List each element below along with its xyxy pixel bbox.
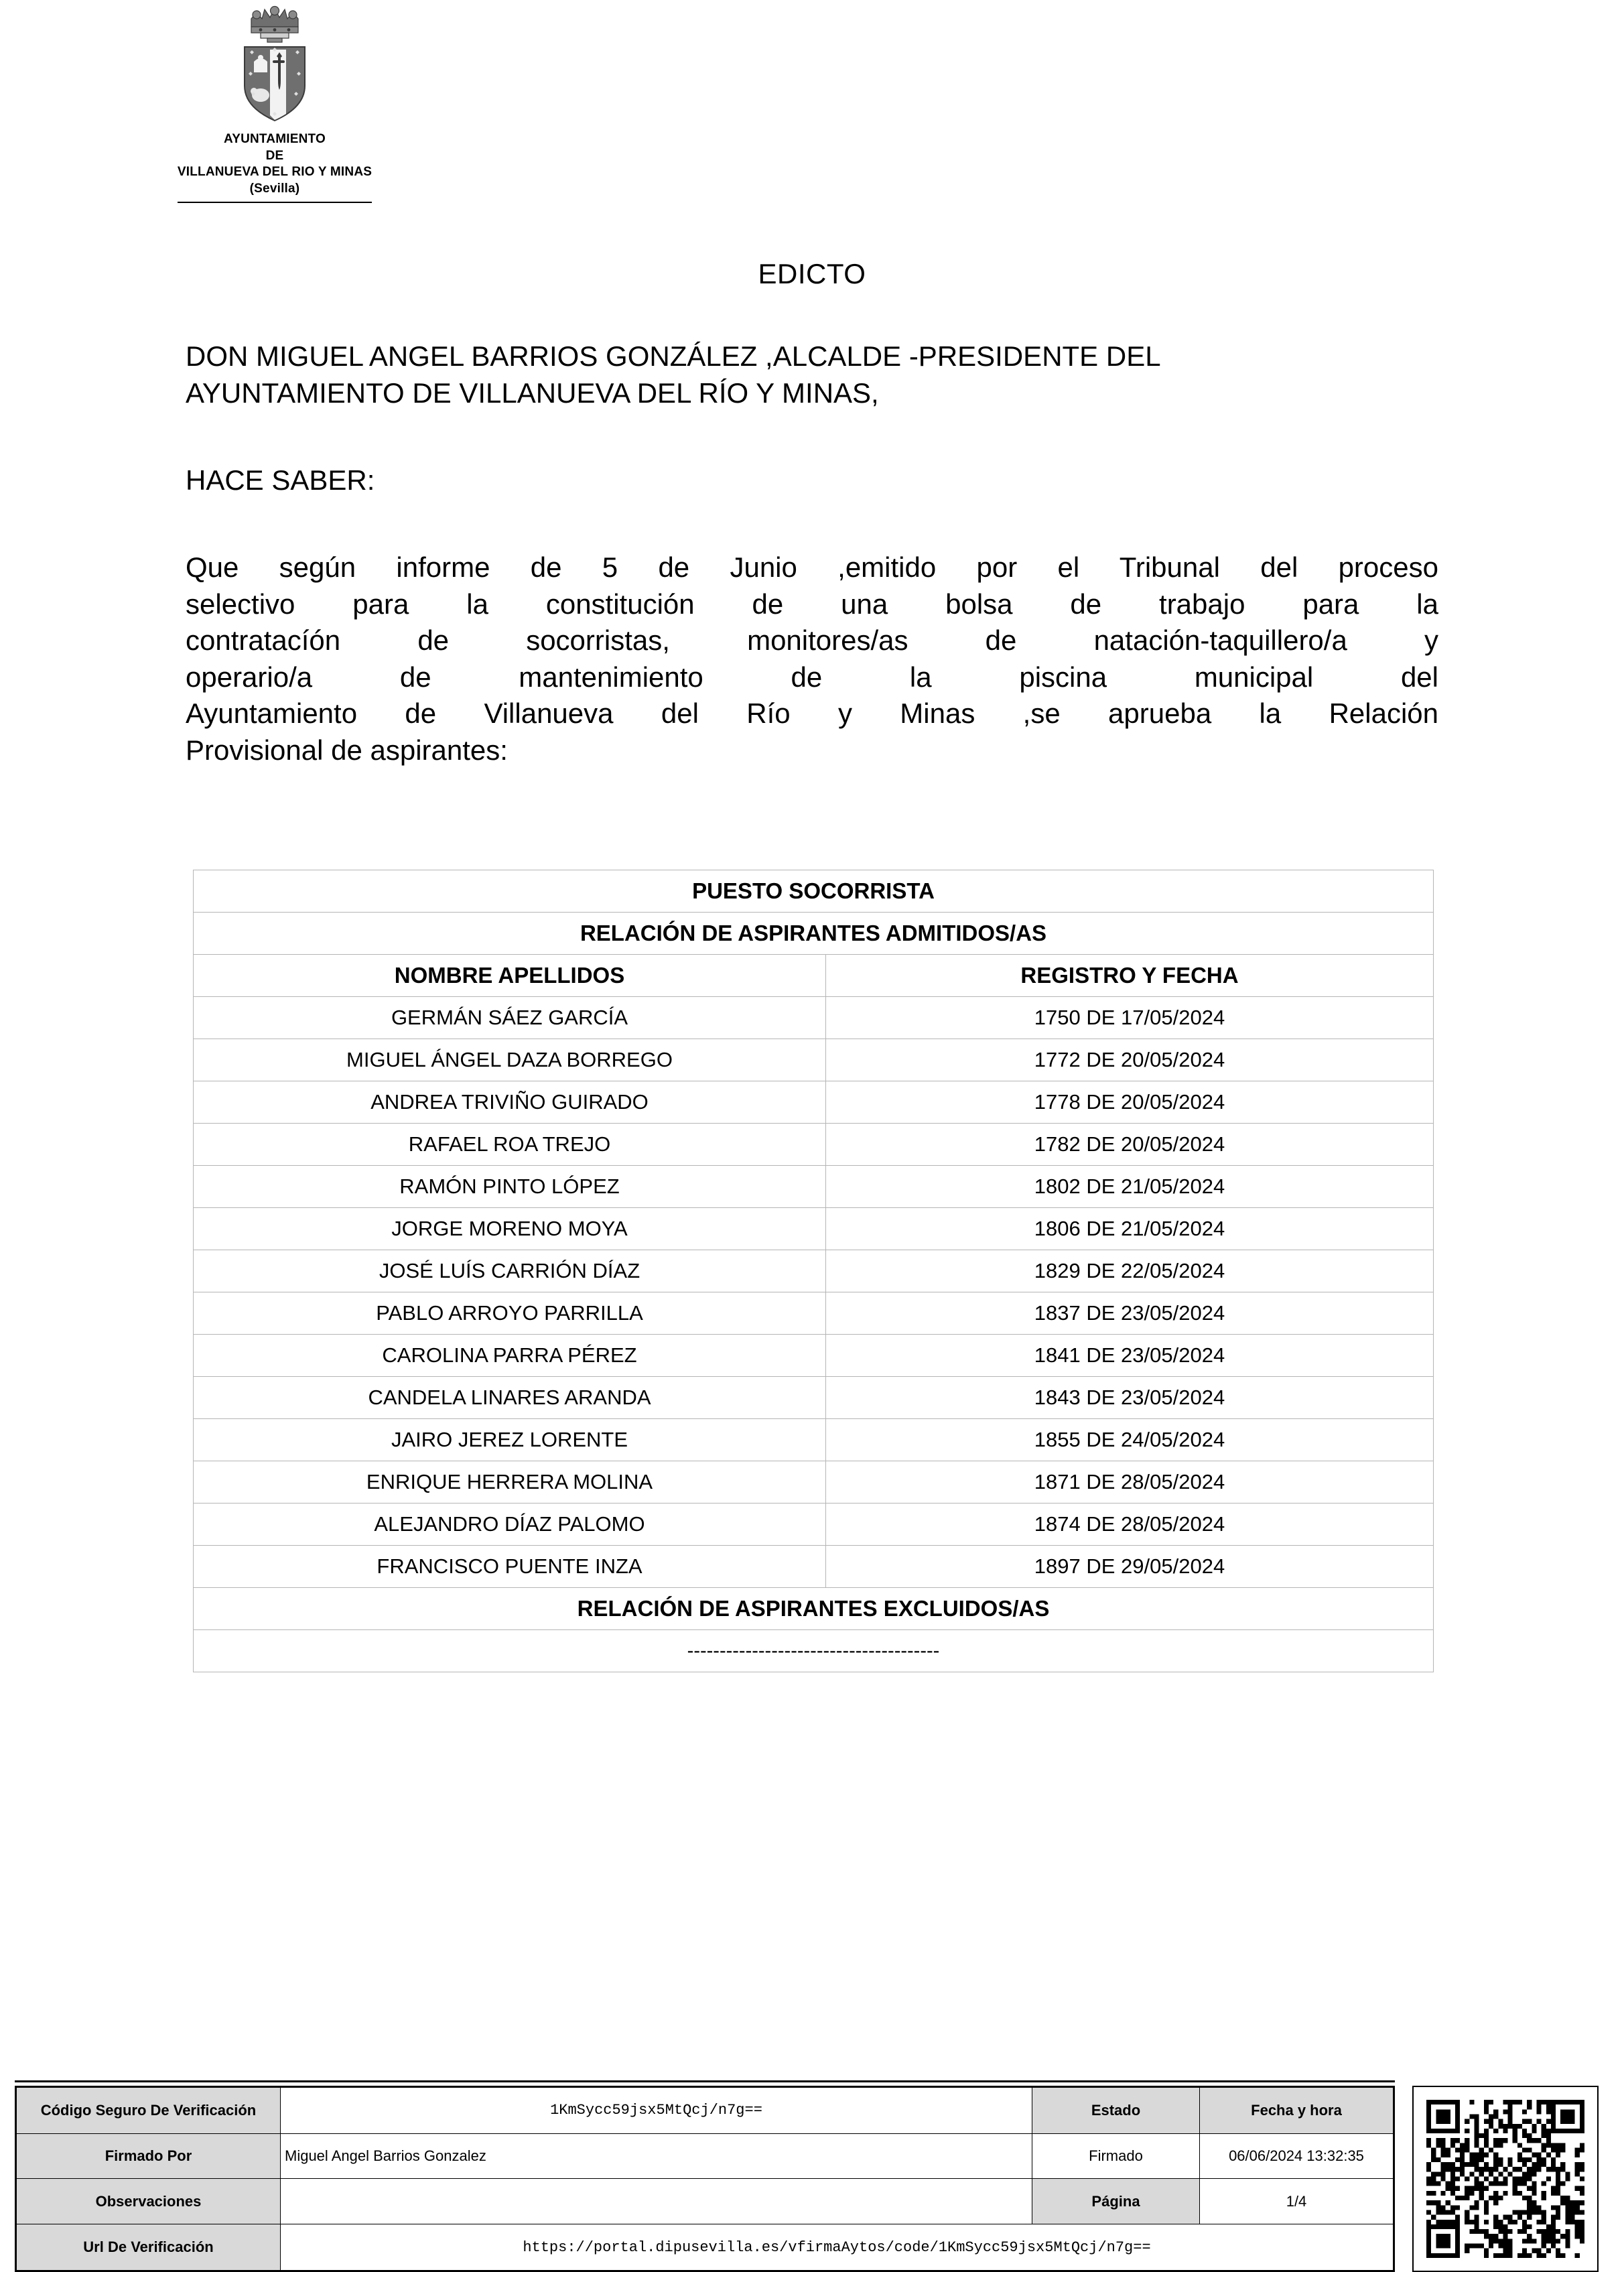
label-url-verificacion: Url De Verificación [16,2224,281,2271]
puesto-heading: PUESTO SOCORRISTA [194,870,1434,913]
letterhead-divider [178,202,372,203]
cell-registro: 1782 DE 20/05/2024 [826,1124,1434,1166]
label-firmado-por: Firmado Por [16,2133,281,2179]
label-fecha-hora: Fecha y hora [1200,2087,1394,2134]
cell-registro: 1802 DE 21/05/2024 [826,1166,1434,1208]
letterhead-line-4: (Sevilla) [249,182,300,196]
cell-nombre: MIGUEL ÁNGEL DAZA BORREGO [194,1039,826,1081]
label-codigo-seguro: Código Seguro De Verificación [16,2087,281,2134]
table-row [194,1250,1434,1292]
coat-of-arms-icon [231,0,318,127]
letterhead-line-1: AYUNTAMIENTO [224,132,326,146]
cell-nombre: ALEJANDRO DÍAZ PALOMO [194,1503,826,1546]
letterhead [164,0,385,203]
aspirantes-table [193,870,1434,1672]
letterhead-line-2: DE [265,148,284,163]
cell-nombre: RAMÓN PINTO LÓPEZ [194,1166,826,1208]
cell-nombre: ENRIQUE HERRERA MOLINA [194,1461,826,1503]
value-fecha-hora: 06/06/2024 13:32:35 [1200,2133,1394,2179]
cell-nombre: JAIRO JEREZ LORENTE [194,1419,826,1461]
body-line-1: Que según informe de 5 de Junio ,emitido por el Tribunal del proceso [186,551,1438,583]
cell-nombre: CANDELA LINARES ARANDA [194,1377,826,1419]
verification-row-csv [16,2087,1394,2134]
cell-registro: 1750 DE 17/05/2024 [826,997,1434,1039]
table-row-excluidos-empty [194,1630,1434,1672]
cell-nombre: PABLO ARROYO PARRILLA [194,1292,826,1335]
table-row-section-excluidos [194,1588,1434,1630]
cell-registro: 1806 DE 21/05/2024 [826,1208,1434,1250]
officer-statement [186,338,1438,411]
cell-registro: 1778 DE 20/05/2024 [826,1081,1434,1124]
value-url-verificacion[interactable]: https://portal.dipusevilla.es/vfirmaAytos/code/1KmSycc59jsx5MtQcj/n7g== [281,2224,1394,2271]
table-row [194,1546,1434,1588]
value-pagina: 1/4 [1200,2179,1394,2224]
table-row [194,1461,1434,1503]
body-line-2: selectivo para la constitución de una bolsa de trabajo para la [186,588,1438,620]
table-row [194,1081,1434,1124]
cell-nombre: JOSÉ LUÍS CARRIÓN DÍAZ [194,1250,826,1292]
label-estado: Estado [1032,2087,1200,2134]
value-codigo-seguro: 1KmSycc59jsx5MtQcj/n7g== [281,2087,1032,2134]
value-firmado-por: Miguel Angel Barrios Gonzalez [281,2133,1032,2179]
cell-nombre: FRANCISCO PUENTE INZA [194,1546,826,1588]
cell-registro: 1874 DE 28/05/2024 [826,1503,1434,1546]
verification-row-url [16,2224,1394,2271]
column-header-name: NOMBRE APELLIDOS [194,955,826,997]
cell-nombre: CAROLINA PARRA PÉREZ [194,1335,826,1377]
cell-registro: 1897 DE 29/05/2024 [826,1546,1434,1588]
footer-top-rule [15,2080,1395,2082]
section-admitidos-heading: RELACIÓN DE ASPIRANTES ADMITIDOS/AS [194,913,1434,955]
excluidos-placeholder: --------------------------------------- [194,1630,1434,1672]
cell-nombre: JORGE MORENO MOYA [194,1208,826,1250]
section-excluidos-heading: RELACIÓN DE ASPIRANTES EXCLUIDOS/AS [194,1588,1434,1630]
body-line-6: Provisional de aspirantes: [186,734,508,766]
table-row [194,997,1434,1039]
cell-registro: 1841 DE 23/05/2024 [826,1335,1434,1377]
body-line-4: operario/a de mantenimiento de la piscina municipal del [186,661,1438,693]
table-row-section-admitidos [194,913,1434,955]
page-title: EDICTO [758,258,866,289]
body-line-5: Ayuntamiento de Villanueva del Río y Minas ,se aprueba la Relación [186,697,1438,730]
verification-footer [15,2080,1609,2272]
officer-statement-line-2: AYUNTAMIENTO DE VILLANUEVA DEL RÍO Y MINAS, [186,377,879,409]
label-pagina: Página [1032,2179,1200,2224]
table-row [194,1335,1434,1377]
table-row [194,1039,1434,1081]
verification-table [15,2086,1395,2272]
table-row [194,1377,1434,1419]
table-row [194,1503,1434,1546]
cell-registro: 1837 DE 23/05/2024 [826,1292,1434,1335]
table-row [194,1208,1434,1250]
qr-code-icon[interactable] [1412,2086,1599,2272]
body-line-3: contratacíón de socorristas, monitores/as de natación-taquillero/a y [186,624,1438,657]
cell-nombre: ANDREA TRIVIÑO GUIRADO [194,1081,826,1124]
value-observaciones [281,2179,1032,2224]
verification-row-observaciones [16,2179,1394,2224]
cell-registro: 1829 DE 22/05/2024 [826,1250,1434,1292]
value-estado: Firmado [1032,2133,1200,2179]
table-row [194,1124,1434,1166]
table-row [194,1419,1434,1461]
label-observaciones: Observaciones [16,2179,281,2224]
declaration-heading: HACE SABER: [186,464,375,496]
cell-registro: 1855 DE 24/05/2024 [826,1419,1434,1461]
table-row-puesto [194,870,1434,913]
body-paragraph [186,549,1438,769]
table-row [194,1292,1434,1335]
cell-nombre: GERMÁN SÁEZ GARCÍA [194,997,826,1039]
table-header-row [194,955,1434,997]
table-row [194,1166,1434,1208]
cell-registro: 1843 DE 23/05/2024 [826,1377,1434,1419]
letterhead-line-3: VILLANUEVA DEL RIO Y MINAS [177,165,373,180]
cell-registro: 1772 DE 20/05/2024 [826,1039,1434,1081]
column-header-registro: REGISTRO Y FECHA [826,955,1434,997]
cell-registro: 1871 DE 28/05/2024 [826,1461,1434,1503]
aspirantes-table-wrapper [193,870,1434,1672]
verification-row-firmado [16,2133,1394,2179]
officer-statement-line-1: DON MIGUEL ANGEL BARRIOS GONZÁLEZ ,ALCALDE -PRESIDENTE DEL [186,340,1161,372]
cell-nombre: RAFAEL ROA TREJO [194,1124,826,1166]
